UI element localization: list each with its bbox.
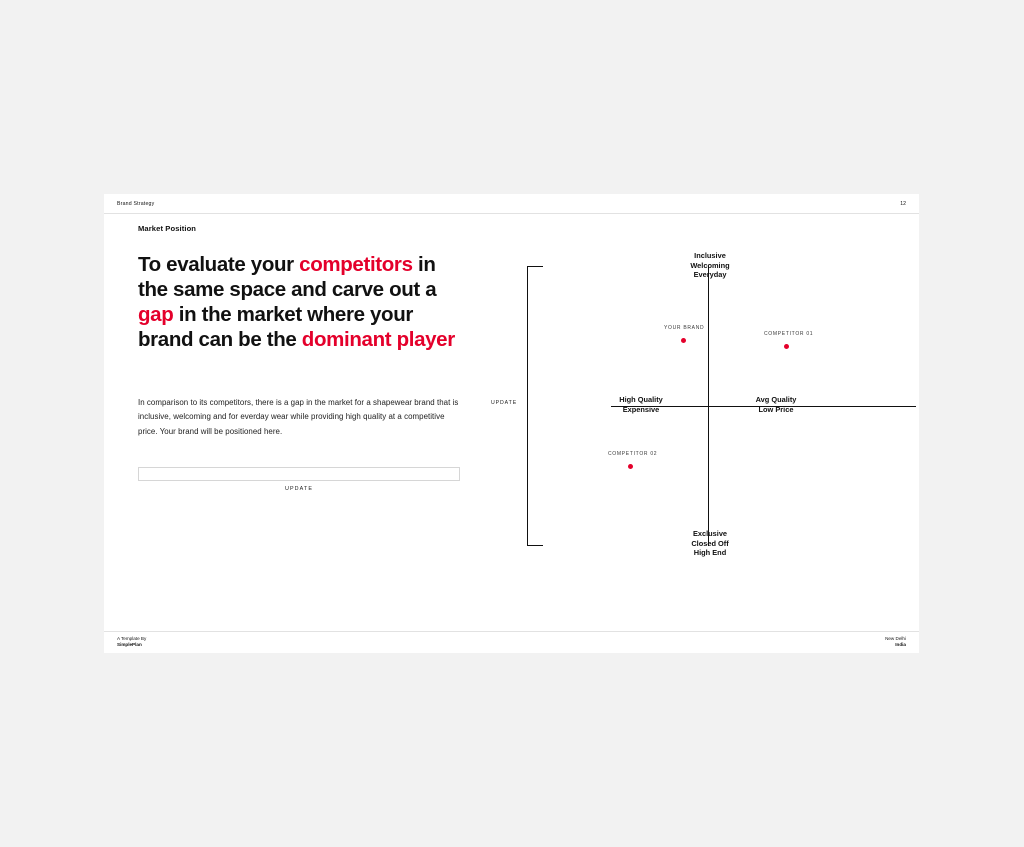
headline-part-2: in the same space and carve out a [138, 253, 437, 301]
headline-accent-competitors: competitors [299, 253, 413, 276]
data-point-competitor-01[interactable] [784, 344, 789, 349]
headline-part-1: To evaluate your [138, 253, 300, 276]
update-input[interactable] [138, 467, 460, 481]
headline-part-3: in the market where your brand can be the [138, 303, 414, 351]
axis-label-bottom-line2: Closed Off [691, 538, 729, 548]
slide-footer [104, 631, 919, 653]
slide-page-number: 12 [900, 201, 906, 207]
footer-credit-line2: SimplePlan [117, 642, 142, 648]
slide-header [104, 194, 919, 214]
data-point-your-brand[interactable] [681, 338, 686, 343]
body-paragraph: In comparison to its competitors, there is a gap in the market for a shapewear brand that is inclusive, welcoming and for everday wear while providing high quality at a competitive price. Your brand will be positioned here. [138, 398, 459, 436]
footer-credit [117, 636, 146, 648]
market-position-matrix [491, 251, 904, 602]
axis-label-bottom-line3: High End [693, 548, 727, 558]
footer-location-line1: New Delhi [885, 636, 906, 641]
axis-label-left-line1: High Quality [619, 395, 663, 404]
data-point-label-competitor-02: COMPETITOR 02 [608, 451, 658, 457]
axis-label-right-line2: Low Price [758, 404, 794, 414]
footer-location [885, 636, 906, 648]
axis-label-bottom-line1: Exclusive [692, 529, 728, 538]
axis-label-top [664, 251, 756, 280]
headline-accent-dominant-player: dominant player [301, 328, 455, 351]
axis-label-right-line1: Avg Quality [755, 395, 797, 404]
data-point-label-your-brand: YOUR BRAND [664, 325, 705, 331]
footer-credit-line1: A Template By [117, 636, 147, 641]
axis-label-left [599, 395, 683, 414]
data-point-competitor-02[interactable] [628, 464, 633, 469]
axis-label-top-line3: Everyday [693, 270, 727, 280]
axis-label-left-line2: Expensive [622, 404, 660, 414]
headline-accent-gap: gap [138, 303, 174, 326]
axis-label-top-line1: Inclusive [694, 251, 726, 260]
axis-label-bottom [664, 529, 756, 558]
slide-header-label: Brand Strategy [117, 201, 155, 207]
axis-label-top-line2: Welcoming [690, 260, 730, 270]
update-bracket [527, 266, 543, 546]
slide-sheet [104, 194, 919, 653]
axis-label-right [734, 395, 818, 414]
data-point-label-competitor-01: COMPETITOR 01 [764, 331, 814, 337]
update-input-row [138, 462, 460, 481]
footer-location-line2: India [895, 642, 906, 648]
headline [138, 252, 468, 352]
update-caption: UPDATE [284, 486, 314, 492]
page-title: Market Position [138, 224, 197, 233]
bracket-label: UPDATE [491, 400, 518, 406]
